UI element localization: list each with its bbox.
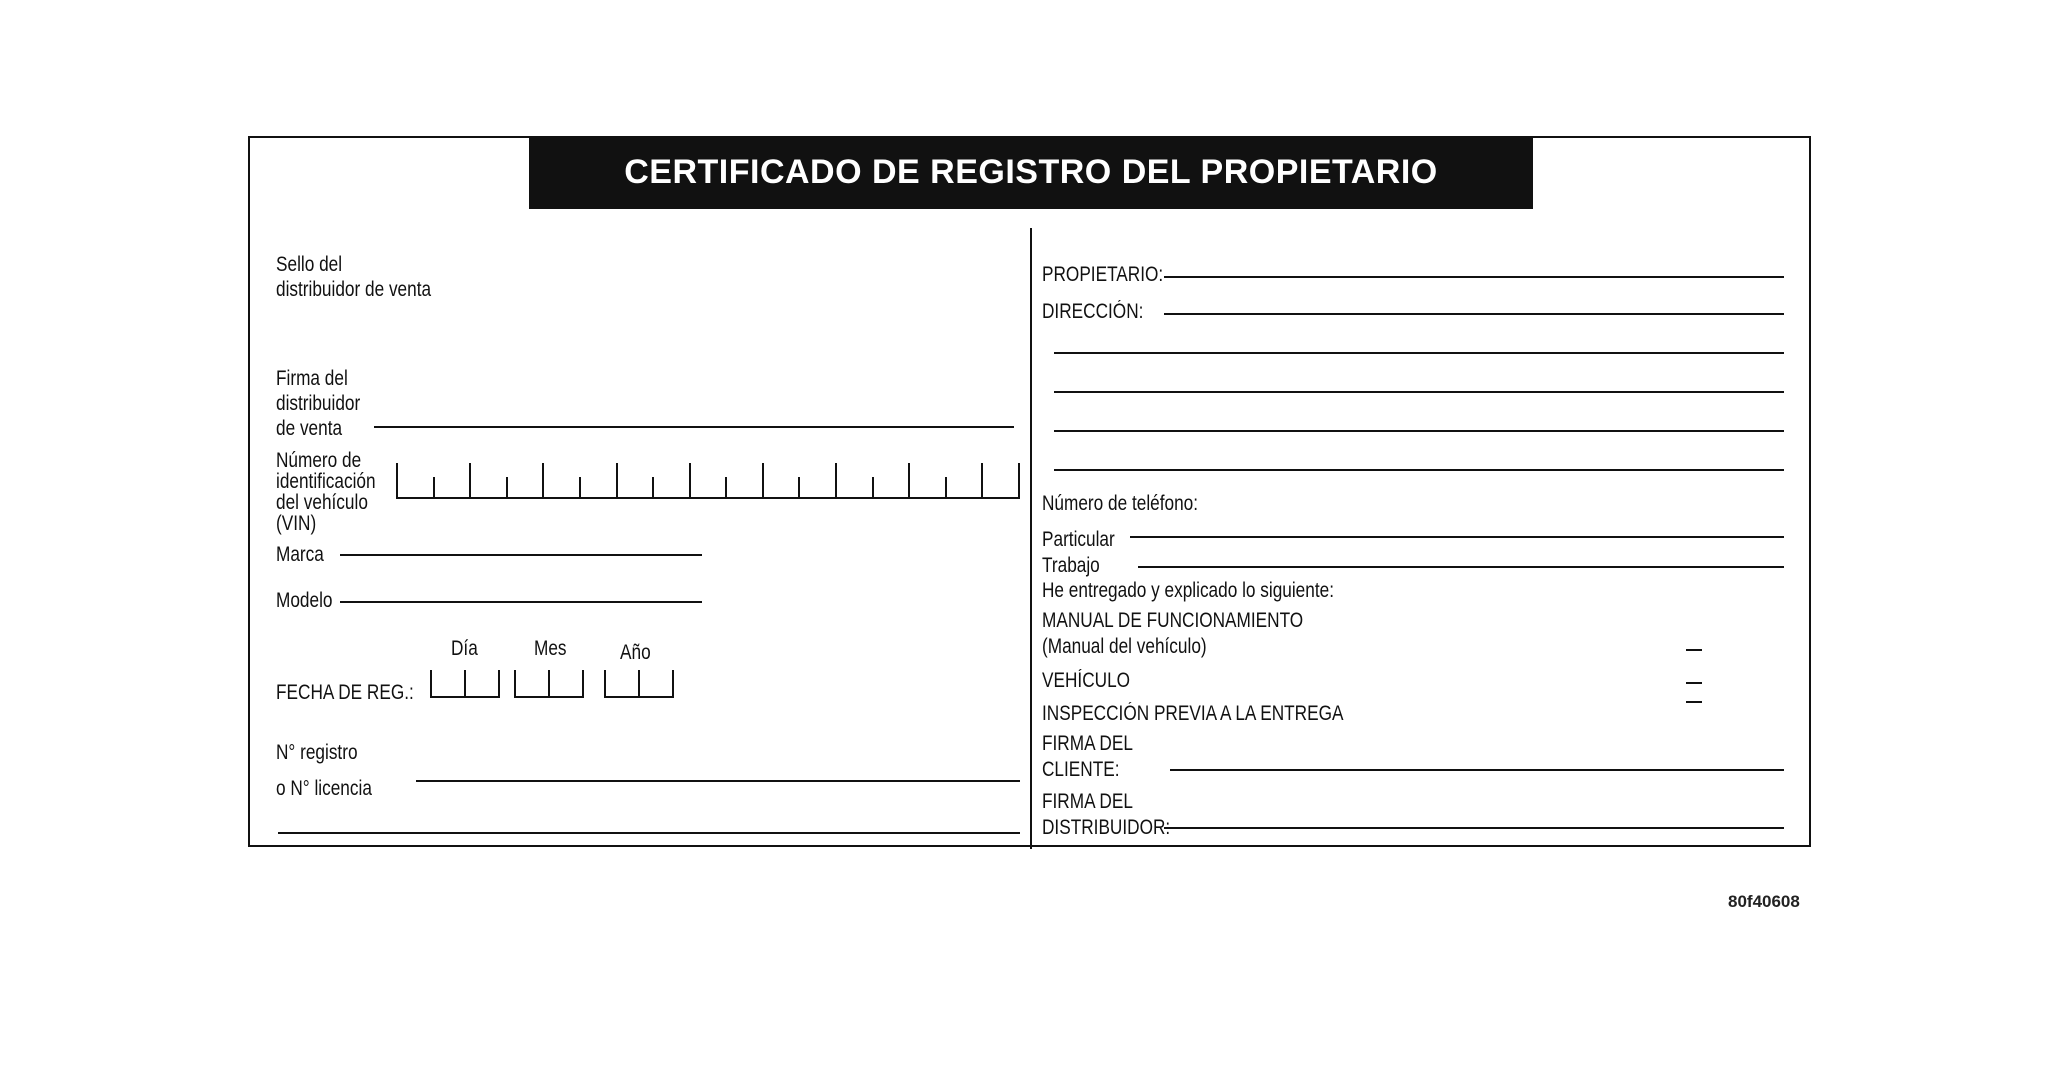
vin-cell-divider	[945, 477, 947, 499]
firma-cliente-line[interactable]	[1170, 769, 1784, 771]
direccion-line-1[interactable]	[1164, 313, 1784, 315]
trabajo-line[interactable]	[1138, 566, 1784, 568]
figure-code: 80f40608	[1728, 892, 1800, 911]
ano-label: Año	[620, 641, 651, 664]
modelo-label: Modelo	[276, 589, 333, 612]
vin-cell-divider	[616, 463, 618, 499]
licencia-line[interactable]	[278, 832, 1020, 834]
propietario-line[interactable]	[1164, 276, 1784, 278]
marca-line[interactable]	[340, 554, 702, 556]
vin-cell-divider	[1018, 463, 1020, 499]
month-input-box[interactable]	[514, 670, 584, 698]
vin-label-2: identificación	[276, 470, 376, 493]
vin-cell-divider	[762, 463, 764, 499]
direccion-line-5[interactable]	[1054, 469, 1784, 471]
direccion-line-3[interactable]	[1054, 391, 1784, 393]
vin-cell-divider	[872, 477, 874, 499]
vin-cell-divider	[542, 463, 544, 499]
firma-dist-label-2: distribuidor	[276, 392, 361, 415]
vin-cell-divider	[908, 463, 910, 499]
firma-distribuidor-label-1: FIRMA DEL	[1042, 790, 1133, 813]
direccion-label: DIRECCIÓN:	[1042, 300, 1144, 323]
fecha-reg-label: FECHA DE REG.:	[276, 681, 414, 704]
vin-label-4: (VIN)	[276, 512, 317, 535]
inspeccion-label: INSPECCIÓN PREVIA A LA ENTREGA	[1042, 702, 1344, 725]
vehiculo-checkbox[interactable]	[1686, 682, 1702, 684]
vin-label-3: del vehículo	[276, 491, 368, 514]
mes-label: Mes	[534, 637, 567, 660]
vin-cell-divider	[433, 477, 435, 499]
sello-label-2: distribuidor de venta	[276, 278, 432, 301]
vin-cell-divider	[798, 477, 800, 499]
modelo-line[interactable]	[340, 601, 702, 603]
vin-cell-divider	[579, 477, 581, 499]
vin-cell-divider	[981, 463, 983, 499]
sello-label-1: Sello del	[276, 253, 343, 276]
manual-checkbox[interactable]	[1686, 649, 1702, 651]
vin-input-boxes[interactable]	[396, 463, 1020, 499]
owner-registration-form	[248, 136, 1811, 847]
vin-cell-divider	[469, 463, 471, 499]
vin-label-1: Número de	[276, 449, 362, 472]
direccion-line-4[interactable]	[1054, 430, 1784, 432]
direccion-line-2[interactable]	[1054, 352, 1784, 354]
trabajo-label: Trabajo	[1042, 554, 1100, 577]
firma-dist-label-3: de venta	[276, 417, 343, 440]
vin-cell-divider	[506, 477, 508, 499]
day-input-box[interactable]	[430, 670, 500, 698]
inspeccion-checkbox[interactable]	[1686, 701, 1702, 703]
form-title: CERTIFICADO DE REGISTRO DEL PROPIETARIO	[529, 136, 1533, 209]
vin-cell-divider	[396, 463, 398, 499]
propietario-label: PROPIETARIO:	[1042, 263, 1164, 286]
year-input-box[interactable]	[604, 670, 674, 698]
firma-cliente-label-2: CLIENTE:	[1042, 758, 1120, 781]
firma-distribuidor-label-2: DISTRIBUIDOR:	[1042, 816, 1171, 839]
telefono-label: Número de teléfono:	[1042, 492, 1199, 515]
marca-label: Marca	[276, 543, 324, 566]
particular-label: Particular	[1042, 528, 1115, 551]
registro-label: N° registro	[276, 741, 358, 764]
firma-dist-line[interactable]	[374, 426, 1014, 428]
column-divider	[1030, 228, 1032, 849]
dia-label: Día	[451, 637, 478, 660]
vehiculo-label: VEHÍCULO	[1042, 669, 1131, 692]
registro-line[interactable]	[416, 780, 1020, 782]
vin-cell-divider	[652, 477, 654, 499]
manual-label-1: MANUAL DE FUNCIONAMIENTO	[1042, 609, 1304, 632]
vin-cell-divider	[725, 477, 727, 499]
entregado-label: He entregado y explicado lo siguiente:	[1042, 579, 1334, 602]
vin-cell-divider	[835, 463, 837, 499]
firma-dist-label-1: Firma del	[276, 367, 348, 390]
vin-cell-divider	[689, 463, 691, 499]
licencia-label: o N° licencia	[276, 777, 372, 800]
particular-line[interactable]	[1130, 536, 1784, 538]
firma-cliente-label-1: FIRMA DEL	[1042, 732, 1133, 755]
manual-label-2: (Manual del vehículo)	[1042, 635, 1207, 658]
firma-distribuidor-line[interactable]	[1164, 827, 1784, 829]
